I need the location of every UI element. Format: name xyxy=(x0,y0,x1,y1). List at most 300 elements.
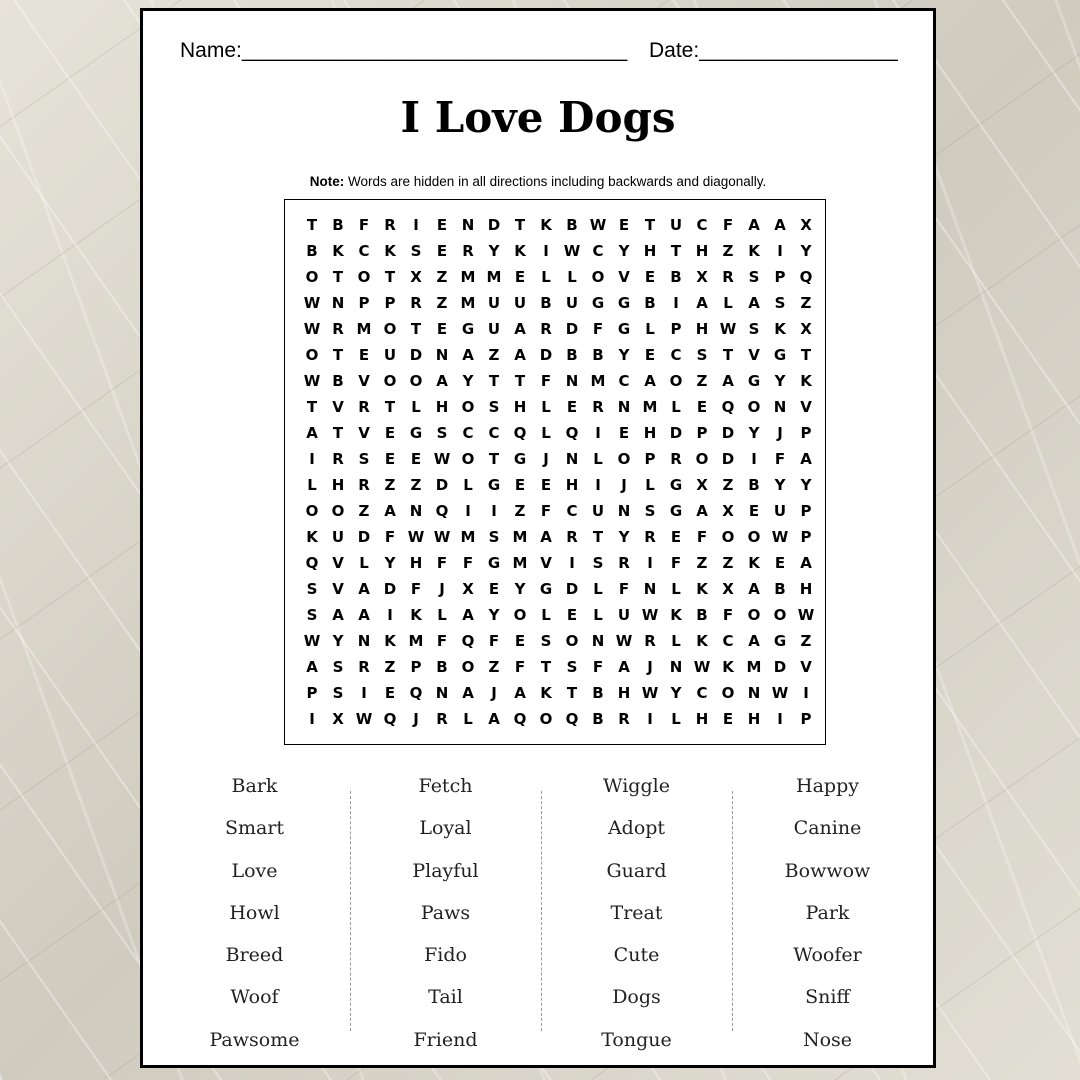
grid-cell[interactable]: L xyxy=(437,606,447,624)
grid-cell[interactable]: G xyxy=(487,476,501,494)
grid-cell[interactable]: A xyxy=(696,502,708,520)
grid-cell[interactable]: L xyxy=(593,606,603,624)
grid-cell[interactable]: U xyxy=(487,294,501,312)
grid-cell[interactable]: Y xyxy=(774,476,786,494)
grid-cell[interactable]: W xyxy=(771,528,789,546)
grid-cell[interactable]: U xyxy=(383,346,397,364)
grid-cell[interactable]: G xyxy=(773,346,787,364)
grid-cell[interactable]: A xyxy=(462,684,474,702)
grid-cell[interactable]: E xyxy=(436,320,448,338)
grid-cell[interactable]: Z xyxy=(722,554,734,572)
grid-cell[interactable]: A xyxy=(748,580,760,598)
grid-cell[interactable]: R xyxy=(332,320,344,338)
grid-cell[interactable]: W xyxy=(719,320,737,338)
grid-cell[interactable]: R xyxy=(566,528,578,546)
grid-cell[interactable]: C xyxy=(670,346,682,364)
grid-cell[interactable]: K xyxy=(670,606,682,624)
grid-cell[interactable]: S xyxy=(332,684,344,702)
grid-cell[interactable]: E xyxy=(384,450,396,468)
grid-cell[interactable]: F xyxy=(436,632,448,650)
grid-cell[interactable]: T xyxy=(566,684,578,702)
grid-cell[interactable]: N xyxy=(773,398,787,416)
grid-cell[interactable]: B xyxy=(592,710,604,728)
grid-cell[interactable]: N xyxy=(617,502,631,520)
grid-cell[interactable]: Z xyxy=(722,476,734,494)
grid-cell[interactable]: Z xyxy=(696,372,708,390)
grid-cell[interactable]: K xyxy=(722,658,734,676)
grid-cell[interactable]: H xyxy=(695,710,709,728)
grid-cell[interactable]: T xyxy=(488,450,500,468)
grid-cell[interactable]: A xyxy=(436,372,448,390)
grid-cell[interactable]: S xyxy=(410,242,422,260)
grid-cell[interactable]: Y xyxy=(514,580,526,598)
grid-cell[interactable]: B xyxy=(748,476,760,494)
grid-cell[interactable]: R xyxy=(462,242,474,260)
grid-cell[interactable]: J xyxy=(491,684,497,702)
grid-cell[interactable]: O xyxy=(747,398,761,416)
grid-cell[interactable]: I xyxy=(673,294,679,312)
grid-cell[interactable]: I xyxy=(543,242,549,260)
grid-cell[interactable]: F xyxy=(358,216,370,234)
grid-cell[interactable]: K xyxy=(306,528,318,546)
grid-cell[interactable]: D xyxy=(357,528,371,546)
grid-cell[interactable]: G xyxy=(773,632,787,650)
grid-cell[interactable]: X xyxy=(410,268,422,286)
grid-cell[interactable]: Y xyxy=(618,242,630,260)
grid-cell[interactable]: T xyxy=(514,372,526,390)
grid-cell[interactable]: F xyxy=(592,658,604,676)
grid-cell[interactable]: K xyxy=(514,242,526,260)
grid-cell[interactable]: B xyxy=(592,346,604,364)
grid-cell[interactable]: L xyxy=(671,710,681,728)
grid-cell[interactable]: N xyxy=(409,502,423,520)
grid-cell[interactable]: E xyxy=(618,424,630,442)
grid-cell[interactable]: S xyxy=(644,502,656,520)
grid-cell[interactable]: T xyxy=(514,216,526,234)
grid-cell[interactable]: W xyxy=(615,632,633,650)
grid-cell[interactable]: A xyxy=(748,294,760,312)
grid-cell[interactable]: W xyxy=(589,216,607,234)
grid-cell[interactable]: Y xyxy=(462,372,474,390)
grid-cell[interactable]: M xyxy=(512,528,528,546)
grid-cell[interactable]: K xyxy=(774,320,786,338)
grid-cell[interactable]: H xyxy=(695,242,709,260)
grid-cell[interactable]: Q xyxy=(409,684,423,702)
grid-cell[interactable]: H xyxy=(331,476,345,494)
grid-cell[interactable]: Z xyxy=(436,268,448,286)
grid-cell[interactable]: C xyxy=(566,502,578,520)
grid-cell[interactable]: U xyxy=(565,294,579,312)
grid-cell[interactable]: H xyxy=(799,580,813,598)
grid-cell[interactable]: U xyxy=(513,294,527,312)
grid-cell[interactable]: L xyxy=(541,268,551,286)
grid-cell[interactable]: A xyxy=(774,216,786,234)
grid-cell[interactable]: Z xyxy=(384,476,396,494)
grid-cell[interactable]: V xyxy=(540,554,552,572)
grid-cell[interactable]: O xyxy=(461,658,475,676)
grid-cell[interactable]: O xyxy=(669,372,683,390)
grid-cell[interactable]: O xyxy=(513,606,527,624)
grid-cell[interactable]: V xyxy=(358,372,370,390)
grid-cell[interactable]: X xyxy=(722,502,734,520)
grid-cell[interactable]: O xyxy=(331,502,345,520)
grid-cell[interactable]: U xyxy=(487,320,501,338)
grid-cell[interactable]: F xyxy=(514,658,526,676)
grid-cell[interactable]: T xyxy=(306,216,318,234)
grid-cell[interactable]: R xyxy=(722,268,734,286)
grid-cell[interactable]: L xyxy=(593,450,603,468)
grid-cell[interactable]: O xyxy=(773,606,787,624)
grid-cell[interactable]: T xyxy=(384,268,396,286)
grid-cell[interactable]: A xyxy=(644,372,656,390)
grid-cell[interactable]: Z xyxy=(722,242,734,260)
grid-cell[interactable]: D xyxy=(565,320,579,338)
grid-cell[interactable]: F xyxy=(670,554,682,572)
grid-cell[interactable]: I xyxy=(387,606,393,624)
grid-cell[interactable]: W xyxy=(433,450,451,468)
grid-cell[interactable]: I xyxy=(569,554,575,572)
grid-cell[interactable]: W xyxy=(433,528,451,546)
grid-cell[interactable]: T xyxy=(592,528,604,546)
grid-cell[interactable]: P xyxy=(384,294,396,312)
grid-cell[interactable]: S xyxy=(358,450,370,468)
grid-cell[interactable]: J xyxy=(777,424,783,442)
grid-cell[interactable]: O xyxy=(305,268,319,286)
grid-cell[interactable]: D xyxy=(773,658,787,676)
grid-cell[interactable]: E xyxy=(644,346,656,364)
grid-cell[interactable]: B xyxy=(592,684,604,702)
grid-cell[interactable]: U xyxy=(669,216,683,234)
grid-cell[interactable]: Z xyxy=(696,554,708,572)
grid-cell[interactable]: Q xyxy=(435,502,449,520)
grid-cell[interactable]: R xyxy=(540,320,552,338)
grid-cell[interactable]: P xyxy=(358,294,370,312)
grid-cell[interactable]: V xyxy=(800,658,812,676)
grid-cell[interactable]: E xyxy=(670,528,682,546)
grid-cell[interactable]: Z xyxy=(488,346,500,364)
grid-cell[interactable]: T xyxy=(410,320,422,338)
grid-cell[interactable]: I xyxy=(309,710,315,728)
grid-cell[interactable]: M xyxy=(642,398,658,416)
grid-cell[interactable]: A xyxy=(800,450,812,468)
grid-cell[interactable]: A xyxy=(384,502,396,520)
grid-cell[interactable]: H xyxy=(695,320,709,338)
grid-cell[interactable]: P xyxy=(800,424,812,442)
grid-cell[interactable]: N xyxy=(565,450,579,468)
grid-cell[interactable]: L xyxy=(463,710,473,728)
grid-cell[interactable]: C xyxy=(592,242,604,260)
grid-cell[interactable]: W xyxy=(407,528,425,546)
grid-cell[interactable]: S xyxy=(748,320,760,338)
grid-cell[interactable]: O xyxy=(383,372,397,390)
grid-cell[interactable]: Z xyxy=(488,658,500,676)
grid-cell[interactable]: I xyxy=(803,684,809,702)
grid-cell[interactable]: P xyxy=(670,320,682,338)
grid-cell[interactable]: A xyxy=(514,320,526,338)
grid-cell[interactable]: T xyxy=(306,398,318,416)
grid-cell[interactable]: M xyxy=(746,658,762,676)
grid-cell[interactable]: M xyxy=(356,320,372,338)
grid-cell[interactable]: W xyxy=(563,242,581,260)
grid-cell[interactable]: Q xyxy=(513,710,527,728)
grid-cell[interactable]: E xyxy=(540,476,552,494)
grid-cell[interactable]: I xyxy=(309,450,315,468)
grid-cell[interactable]: B xyxy=(566,346,578,364)
grid-cell[interactable]: E xyxy=(722,710,734,728)
grid-cell[interactable]: Z xyxy=(384,658,396,676)
grid-cell[interactable]: E xyxy=(644,268,656,286)
grid-cell[interactable]: G xyxy=(617,294,631,312)
grid-cell[interactable]: W xyxy=(355,710,373,728)
grid-cell[interactable]: S xyxy=(436,424,448,442)
grid-cell[interactable]: M xyxy=(460,528,476,546)
grid-cell[interactable]: E xyxy=(748,502,760,520)
grid-cell[interactable]: E xyxy=(410,450,422,468)
grid-cell[interactable]: F xyxy=(384,528,396,546)
grid-cell[interactable]: L xyxy=(671,398,681,416)
grid-cell[interactable]: F xyxy=(696,528,708,546)
grid-cell[interactable]: L xyxy=(463,476,473,494)
grid-cell[interactable]: E xyxy=(488,580,500,598)
grid-cell[interactable]: F xyxy=(488,632,500,650)
grid-cell[interactable]: A xyxy=(618,658,630,676)
grid-cell[interactable]: K xyxy=(748,242,760,260)
grid-cell[interactable]: R xyxy=(332,450,344,468)
grid-cell[interactable]: U xyxy=(331,528,345,546)
grid-cell[interactable]: A xyxy=(332,606,344,624)
grid-cell[interactable]: A xyxy=(462,606,474,624)
grid-cell[interactable]: G xyxy=(617,320,631,338)
grid-cell[interactable]: E xyxy=(566,606,578,624)
grid-cell[interactable]: S xyxy=(774,294,786,312)
grid-cell[interactable]: I xyxy=(777,710,783,728)
grid-cell[interactable]: F xyxy=(436,554,448,572)
grid-cell[interactable]: Y xyxy=(488,242,500,260)
grid-cell[interactable]: K xyxy=(540,684,552,702)
grid-cell[interactable]: T xyxy=(332,268,344,286)
grid-cell[interactable]: T xyxy=(800,346,812,364)
grid-cell[interactable]: S xyxy=(306,606,318,624)
grid-cell[interactable]: N xyxy=(357,632,371,650)
grid-cell[interactable]: P xyxy=(644,450,656,468)
grid-cell[interactable]: O xyxy=(357,268,371,286)
grid-cell[interactable]: V xyxy=(800,398,812,416)
grid-cell[interactable]: H xyxy=(513,398,527,416)
grid-cell[interactable]: H xyxy=(409,554,423,572)
grid-cell[interactable]: A xyxy=(800,554,812,572)
grid-cell[interactable]: M xyxy=(486,268,502,286)
grid-cell[interactable]: D xyxy=(565,580,579,598)
grid-cell[interactable]: V xyxy=(332,398,344,416)
grid-cell[interactable]: F xyxy=(462,554,474,572)
grid-cell[interactable]: A xyxy=(306,424,318,442)
grid-cell[interactable]: Y xyxy=(488,606,500,624)
grid-cell[interactable]: D xyxy=(487,216,501,234)
grid-cell[interactable]: A xyxy=(722,372,734,390)
grid-cell[interactable]: T xyxy=(722,346,734,364)
grid-cell[interactable]: Z xyxy=(514,502,526,520)
grid-cell[interactable]: Q xyxy=(461,632,475,650)
grid-cell[interactable]: O xyxy=(591,268,605,286)
grid-cell[interactable]: H xyxy=(565,476,579,494)
grid-cell[interactable]: Y xyxy=(618,528,630,546)
grid-cell[interactable]: F xyxy=(618,580,630,598)
grid-cell[interactable]: G xyxy=(539,580,553,598)
grid-cell[interactable]: D xyxy=(409,346,423,364)
grid-cell[interactable]: E xyxy=(566,398,578,416)
grid-cell[interactable]: J xyxy=(621,476,627,494)
grid-cell[interactable]: U xyxy=(617,606,631,624)
grid-cell[interactable]: B xyxy=(774,580,786,598)
grid-cell[interactable]: P xyxy=(410,658,422,676)
grid-cell[interactable]: A xyxy=(514,684,526,702)
grid-cell[interactable]: B xyxy=(566,216,578,234)
grid-cell[interactable]: L xyxy=(541,398,551,416)
grid-cell[interactable]: L xyxy=(723,294,733,312)
grid-cell[interactable]: O xyxy=(747,606,761,624)
grid-cell[interactable]: O xyxy=(409,372,423,390)
grid-cell[interactable]: U xyxy=(773,502,787,520)
grid-cell[interactable]: R xyxy=(358,658,370,676)
grid-cell[interactable]: S xyxy=(488,398,500,416)
grid-cell[interactable]: L xyxy=(593,580,603,598)
grid-cell[interactable]: G xyxy=(487,554,501,572)
grid-cell[interactable]: A xyxy=(306,658,318,676)
grid-cell[interactable]: W xyxy=(641,606,659,624)
grid-cell[interactable]: B xyxy=(332,372,344,390)
grid-cell[interactable]: A xyxy=(748,632,760,650)
grid-cell[interactable]: I xyxy=(413,216,419,234)
grid-cell[interactable]: B xyxy=(670,268,682,286)
grid-cell[interactable]: M xyxy=(512,554,528,572)
grid-cell[interactable]: A xyxy=(514,346,526,364)
grid-cell[interactable]: L xyxy=(567,268,577,286)
grid-cell[interactable]: V xyxy=(748,346,760,364)
grid-cell[interactable]: F xyxy=(722,606,734,624)
grid-cell[interactable]: S xyxy=(488,528,500,546)
grid-cell[interactable]: Y xyxy=(670,684,682,702)
grid-cell[interactable]: T xyxy=(332,346,344,364)
grid-cell[interactable]: P xyxy=(774,268,786,286)
date-field[interactable]: Date:_________________ xyxy=(649,39,898,62)
grid-cell[interactable]: B xyxy=(696,606,708,624)
grid-cell[interactable]: T xyxy=(670,242,682,260)
grid-cell[interactable]: Z xyxy=(410,476,422,494)
grid-cell[interactable]: C xyxy=(462,424,474,442)
grid-cell[interactable]: L xyxy=(307,476,317,494)
grid-cell[interactable]: K xyxy=(748,554,760,572)
grid-cell[interactable]: N xyxy=(435,684,449,702)
grid-cell[interactable]: Z xyxy=(436,294,448,312)
grid-cell[interactable]: L xyxy=(541,424,551,442)
grid-cell[interactable]: O xyxy=(305,502,319,520)
grid-cell[interactable]: I xyxy=(751,450,757,468)
grid-cell[interactable]: Q xyxy=(565,710,579,728)
grid-cell[interactable]: G xyxy=(669,502,683,520)
grid-cell[interactable]: O xyxy=(539,710,553,728)
grid-cell[interactable]: K xyxy=(384,242,396,260)
grid-cell[interactable]: F xyxy=(540,372,552,390)
grid-cell[interactable]: E xyxy=(358,346,370,364)
grid-cell[interactable]: O xyxy=(461,398,475,416)
grid-cell[interactable]: H xyxy=(617,684,631,702)
grid-cell[interactable]: D xyxy=(721,424,735,442)
grid-cell[interactable]: W xyxy=(303,372,321,390)
grid-cell[interactable]: R xyxy=(436,710,448,728)
grid-cell[interactable]: Y xyxy=(748,424,760,442)
grid-cell[interactable]: R xyxy=(358,476,370,494)
grid-cell[interactable]: P xyxy=(800,528,812,546)
grid-cell[interactable]: E xyxy=(384,424,396,442)
grid-cell[interactable]: O xyxy=(305,346,319,364)
grid-cell[interactable]: X xyxy=(722,580,734,598)
grid-cell[interactable]: E xyxy=(514,476,526,494)
grid-cell[interactable]: Z xyxy=(358,502,370,520)
grid-cell[interactable]: W xyxy=(641,684,659,702)
grid-cell[interactable]: Q xyxy=(721,398,735,416)
grid-cell[interactable]: P xyxy=(696,424,708,442)
grid-cell[interactable]: Y xyxy=(774,372,786,390)
grid-cell[interactable]: B xyxy=(540,294,552,312)
grid-cell[interactable]: Y xyxy=(618,346,630,364)
grid-cell[interactable]: P xyxy=(800,502,812,520)
grid-cell[interactable]: A xyxy=(358,606,370,624)
grid-cell[interactable]: J xyxy=(413,710,419,728)
grid-cell[interactable]: L xyxy=(411,398,421,416)
grid-cell[interactable]: Q xyxy=(799,268,813,286)
grid-cell[interactable]: M xyxy=(408,632,424,650)
grid-cell[interactable]: R xyxy=(410,294,422,312)
grid-cell[interactable]: R xyxy=(384,216,396,234)
grid-cell[interactable]: C xyxy=(722,632,734,650)
grid-cell[interactable]: X xyxy=(332,710,344,728)
grid-cell[interactable]: G xyxy=(591,294,605,312)
grid-cell[interactable]: D xyxy=(669,424,683,442)
grid-cell[interactable]: X xyxy=(800,320,812,338)
grid-cell[interactable]: E xyxy=(514,268,526,286)
grid-cell[interactable]: M xyxy=(460,268,476,286)
grid-cell[interactable]: O xyxy=(721,684,735,702)
grid-cell[interactable]: B xyxy=(306,242,318,260)
grid-cell[interactable]: R xyxy=(358,398,370,416)
grid-cell[interactable]: O xyxy=(383,320,397,338)
grid-cell[interactable]: S xyxy=(592,554,604,572)
grid-cell[interactable]: O xyxy=(461,450,475,468)
grid-cell[interactable]: T xyxy=(644,216,656,234)
grid-cell[interactable]: Z xyxy=(800,294,812,312)
grid-cell[interactable]: J xyxy=(439,580,445,598)
grid-cell[interactable]: E xyxy=(696,398,708,416)
grid-cell[interactable]: W xyxy=(303,320,321,338)
grid-cell[interactable]: P xyxy=(800,710,812,728)
grid-cell[interactable]: K xyxy=(384,632,396,650)
grid-cell[interactable]: V xyxy=(358,424,370,442)
grid-cell[interactable]: W xyxy=(303,632,321,650)
grid-cell[interactable]: H xyxy=(747,710,761,728)
grid-cell[interactable]: R xyxy=(618,710,630,728)
grid-cell[interactable]: K xyxy=(410,606,422,624)
grid-cell[interactable]: O xyxy=(695,450,709,468)
grid-cell[interactable]: S xyxy=(306,580,318,598)
grid-cell[interactable]: V xyxy=(332,554,344,572)
grid-cell[interactable]: Q xyxy=(305,554,319,572)
grid-cell[interactable]: L xyxy=(645,320,655,338)
grid-cell[interactable]: Z xyxy=(800,632,812,650)
grid-cell[interactable]: A xyxy=(540,528,552,546)
grid-cell[interactable]: D xyxy=(435,476,449,494)
grid-cell[interactable]: E xyxy=(384,684,396,702)
grid-cell[interactable]: I xyxy=(465,502,471,520)
